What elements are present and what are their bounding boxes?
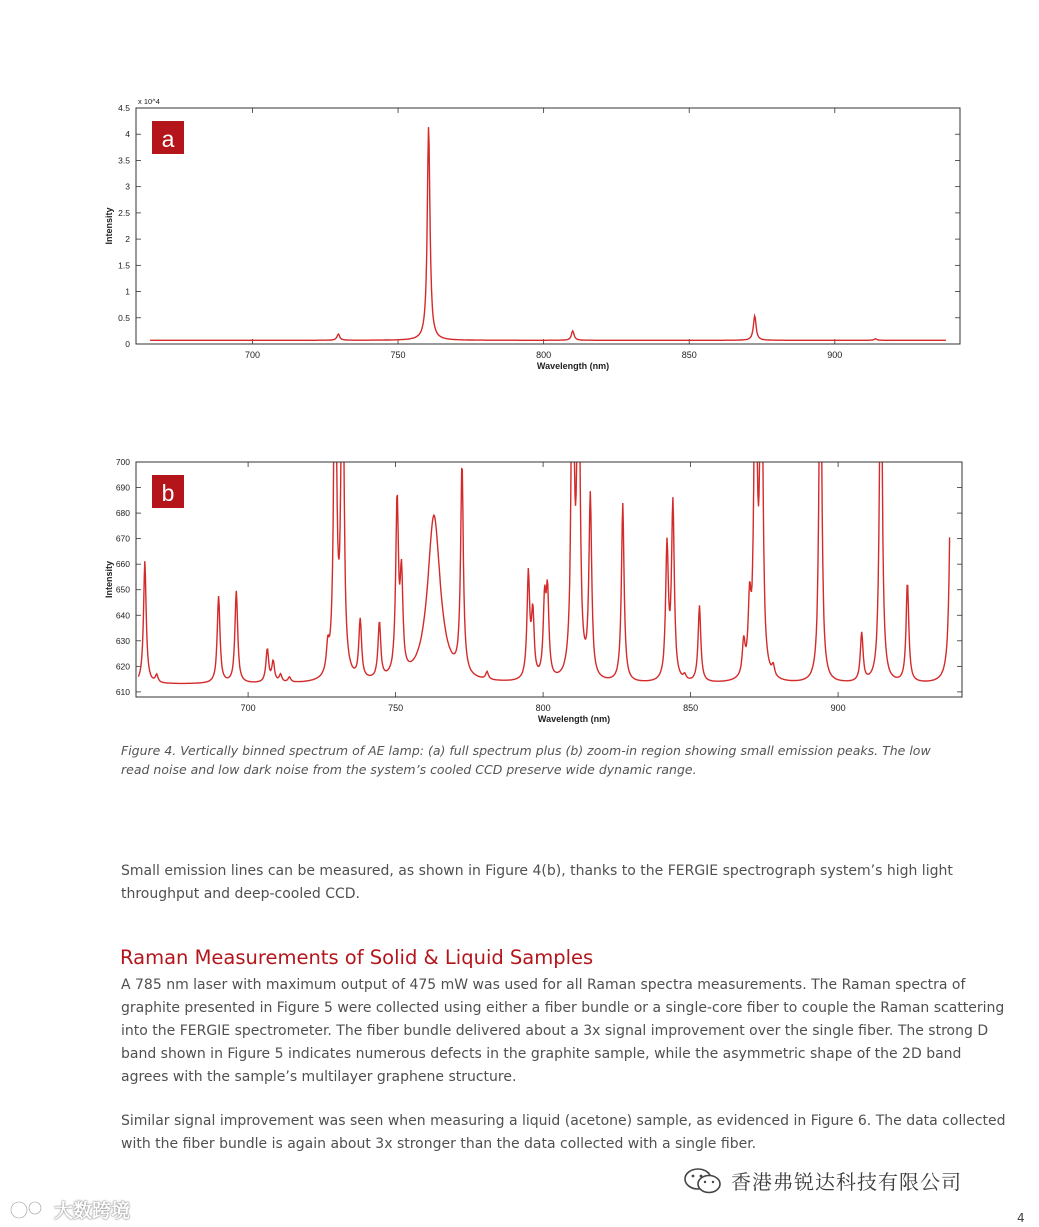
x-tick-label: 900 — [830, 703, 846, 713]
y-tick-label: 650 — [115, 584, 130, 595]
y-tick-label: 700 — [115, 457, 130, 467]
y-tick-label: 670 — [115, 533, 130, 544]
plot-frame — [136, 108, 960, 344]
y-tick-label: 4.5 — [118, 103, 130, 113]
paragraph-acetone: Similar signal improvement was seen when measuring a liquid (acetone) sample, as evidenced in Figure 6. The data collected with the fiber bundle is again about 3x stronger than the data collected with a single fiber. — [121, 1113, 1006, 1152]
paragraph-raman-laser: A 785 nm laser with maximum output of 475 mW was used for all Raman spectra measurements. The Raman spectra of graphite presented in Figure 5 were collected using either a fiber bundle or a single-core fiber to couple the Raman scattering into the FERGIE spectrometer. The fiber bundle delivered about a 3x signal improvement over the single fiber. The strong D band shown in Figure 5 indicates numerous defects in the graphite sample, while the asymmetric shape of the 2D band agrees with the sample’s multilayer graphene structure. — [121, 977, 1005, 1085]
x-tick-label: 800 — [535, 703, 551, 713]
x-tick-label: 700 — [244, 350, 260, 360]
y-tick-label: 4 — [125, 129, 130, 140]
y-tick-label: 610 — [115, 686, 130, 697]
y-tick-label: 680 — [115, 508, 130, 519]
sogou-logo-icon — [8, 1199, 48, 1221]
y-tick-label: 640 — [115, 610, 130, 621]
x-tick-label: 850 — [683, 703, 699, 713]
x-tick-label: 750 — [388, 703, 404, 713]
y-tick-label: 0 — [125, 339, 130, 349]
paragraph-emission-lines: Small emission lines can be measured, as shown in Figure 4(b), thanks to the FERGIE spectrograph system’s high light throughput and deep-cooled CCD. — [121, 863, 953, 902]
y-tick-label: 630 — [115, 635, 130, 646]
y-tick-label: 0.5 — [118, 312, 130, 323]
y-tick-label: 660 — [115, 559, 130, 570]
y-axis-label: Intensity — [104, 560, 114, 599]
y-tick-label: 690 — [115, 482, 130, 493]
y-axis-label: Intensity — [104, 207, 114, 245]
section-heading: Raman Measurements of Solid & Liquid Samples — [120, 946, 594, 969]
y-tick-label: 620 — [115, 661, 130, 672]
watermark-text: 大数跨境 — [54, 1200, 131, 1222]
x-tick-label: 800 — [536, 350, 552, 360]
x-tick-label: 700 — [240, 703, 256, 713]
x-tick-label: 850 — [681, 350, 697, 360]
chart-panel-a — [104, 97, 960, 371]
y-tick-label: 3 — [125, 181, 130, 192]
watermark — [8, 1196, 130, 1223]
y-tick-label: 1 — [125, 286, 130, 297]
company-credit — [683, 1166, 962, 1195]
wechat-icon — [683, 1167, 723, 1195]
y-tick-label: 2 — [125, 234, 130, 245]
spectrum-line-a — [150, 127, 946, 340]
x-axis-label: Wavelength (nm) — [537, 714, 611, 724]
y-exponent-label: x 10^4 — [138, 97, 160, 106]
plot-frame — [136, 462, 962, 697]
spectrum-line-b — [138, 276, 949, 683]
figure-caption: Figure 4. Vertically binned spectrum of AE lamp: (a) full spectrum plus (b) zoom-in region showing small emission peaks. The low read noise and low dark noise from the system’s cooled CCD preserve wide dynamic range. — [121, 743, 931, 777]
page-number: 4 — [1017, 1211, 1025, 1225]
x-tick-label: 900 — [827, 350, 843, 360]
y-tick-label: 1.5 — [118, 260, 130, 271]
y-tick-label: 3.5 — [118, 155, 130, 166]
x-axis-label: Wavelength (nm) — [536, 361, 610, 371]
x-tick-label: 750 — [390, 350, 406, 360]
panel-label: b — [161, 480, 175, 506]
panel-label: a — [161, 126, 175, 152]
chart-panel-b — [104, 276, 962, 724]
company-name: 香港弗锐达科技有限公司 — [731, 1170, 962, 1194]
y-tick-label: 2.5 — [118, 207, 130, 218]
